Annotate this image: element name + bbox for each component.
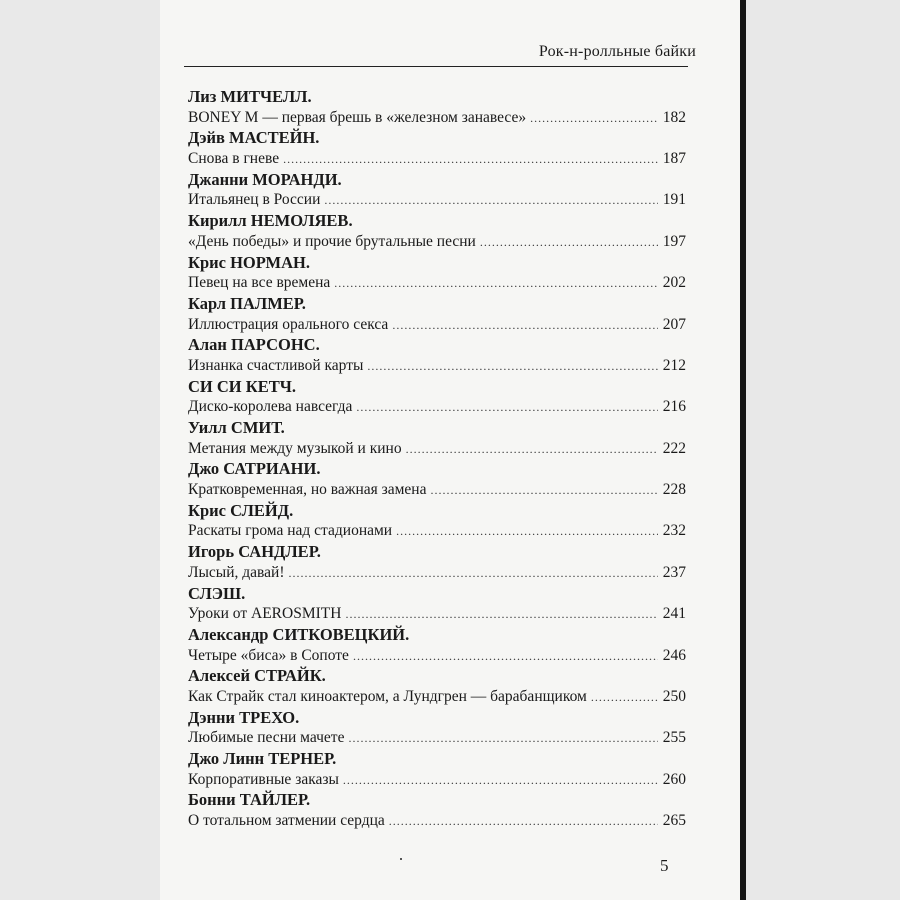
toc-entry-title: Иллюстрация орального секса xyxy=(188,315,389,333)
page-number: 5 xyxy=(660,856,669,875)
toc-leader-dots xyxy=(431,480,658,501)
toc-author: СЛЭШ. xyxy=(188,583,246,603)
toc-entry xyxy=(188,273,686,294)
toc-leader-dots xyxy=(353,646,658,667)
toc-page-number: 216 xyxy=(662,398,686,416)
toc-author: Александр СИТКОВЕЦКИЙ. xyxy=(188,624,410,644)
scan-background-right xyxy=(738,0,900,900)
toc-page-number: 182 xyxy=(662,108,686,126)
toc-entry-title: «День победы» и прочие брутальные песни xyxy=(188,232,476,250)
toc-entry-title: Уроки от AEROSMITH xyxy=(188,605,342,623)
toc-author: Дэйв МАСТЕЙН. xyxy=(188,128,320,148)
toc-entry-title: BONEY M — первая брешь в «железном занавесе» xyxy=(188,108,527,126)
toc-entry xyxy=(188,232,686,253)
toc-entry xyxy=(188,149,686,170)
toc-entry xyxy=(188,770,686,791)
toc-author: Дэнни ТРЕХО. xyxy=(188,707,300,727)
toc-leader-dots xyxy=(367,356,657,377)
toc-entry xyxy=(188,480,686,501)
toc-leader-dots xyxy=(324,190,657,211)
scan-speck xyxy=(400,858,402,860)
toc-author: Карл ПАЛМЕР. xyxy=(188,293,306,313)
toc-leader-dots xyxy=(348,728,657,749)
toc-leader-dots xyxy=(396,521,658,542)
toc-leader-dots xyxy=(530,108,658,129)
toc-entry-title: Кратковременная, но важная замена xyxy=(188,481,427,499)
toc-leader-dots xyxy=(389,811,658,832)
toc-entry-title: О тотальном затмении сердца xyxy=(188,812,385,830)
toc-page-number: 255 xyxy=(662,729,686,747)
toc-page-number: 197 xyxy=(662,232,686,250)
toc-author: Уилл СМИТ. xyxy=(188,418,285,437)
toc-entry-title: Снова в гневе xyxy=(188,150,280,168)
toc-entry-title: Любимые песни мачете xyxy=(188,729,345,747)
toc-leader-dots xyxy=(345,604,657,625)
toc-author: Лиз МИТЧЕЛЛ. xyxy=(188,87,312,106)
toc-entry xyxy=(188,108,686,129)
toc-entry-title: Диско-королева навсегда xyxy=(188,398,353,416)
toc-entry xyxy=(188,687,686,708)
toc-entry-title: Метания между музыкой и кино xyxy=(188,439,402,457)
toc-entry xyxy=(188,563,686,584)
toc-author: СИ СИ КЕТЧ. xyxy=(188,376,296,396)
toc-author: Крис СЛЕЙД. xyxy=(188,500,294,520)
scan-background-left xyxy=(0,0,160,900)
toc-page-number: 241 xyxy=(662,605,686,623)
toc-entry xyxy=(188,356,686,377)
toc-page-number: 250 xyxy=(662,687,686,705)
toc-page-number: 187 xyxy=(662,150,686,168)
header-rule xyxy=(184,66,688,67)
toc-leader-dots xyxy=(334,273,657,294)
toc-entry-title: Лысый, давай! xyxy=(188,563,285,581)
toc-entry xyxy=(188,811,686,832)
toc-leader-dots xyxy=(406,439,658,460)
toc-entry xyxy=(188,521,686,542)
toc-page-number: 265 xyxy=(662,812,686,830)
toc-entry-title: Певец на все времена xyxy=(188,274,331,292)
toc-page-number: 207 xyxy=(662,315,686,333)
toc-leader-dots xyxy=(343,770,658,791)
toc-entry xyxy=(188,315,686,336)
toc-author: Джо САТРИАНИ. xyxy=(188,459,321,479)
toc-page-number: 222 xyxy=(662,439,686,457)
toc-entry-title: Как Страйк стал киноактером, а Лундгрен — барабанщиком xyxy=(188,687,587,705)
toc-page-number: 232 xyxy=(662,522,686,540)
book-page xyxy=(160,0,740,900)
toc-entry-title: Корпоративные заказы xyxy=(188,770,339,788)
toc-entry-title: Итальянец в России xyxy=(188,191,321,209)
toc-leader-dots xyxy=(356,397,657,418)
toc-page-number: 191 xyxy=(662,191,686,209)
toc-author: Игорь САНДЛЕР. xyxy=(188,542,321,562)
toc-author: Крис НОРМАН. xyxy=(188,252,310,272)
toc-entry-title: Изнанка счастливой карты xyxy=(188,356,364,374)
toc-author: Джо Линн ТЕРНЕР. xyxy=(188,749,337,768)
toc-page-number: 260 xyxy=(662,770,686,788)
toc-author: Алексей СТРАЙК. xyxy=(188,666,326,686)
toc-leader-dots xyxy=(480,232,658,253)
toc-page-number: 237 xyxy=(662,563,686,581)
toc-author: Бонни ТАЙЛЕР. xyxy=(188,790,311,810)
toc-entry-title: Четыре «биса» в Сопоте xyxy=(188,646,349,664)
toc-entry xyxy=(188,728,686,749)
toc-leader-dots xyxy=(283,149,658,170)
toc-entry xyxy=(188,439,686,460)
toc-entry xyxy=(188,190,686,211)
toc-page-number: 202 xyxy=(662,274,686,292)
table-of-contents xyxy=(188,87,686,832)
page-edge-shadow xyxy=(740,0,746,900)
toc-leader-dots xyxy=(288,563,657,584)
toc-author: Алан ПАРСОНС. xyxy=(188,335,320,355)
running-head: Рок-н-ролльные байки xyxy=(538,43,696,60)
toc-author: Джанни МОРАНДИ. xyxy=(188,169,342,189)
toc-entry xyxy=(188,604,686,625)
toc-entry-title: Раскаты грома над стадионами xyxy=(188,522,393,540)
toc-entry xyxy=(188,646,686,667)
toc-leader-dots xyxy=(591,687,658,708)
toc-page-number: 212 xyxy=(662,356,686,374)
toc-page-number: 246 xyxy=(662,646,686,664)
toc-leader-dots xyxy=(392,315,657,336)
toc-page-number: 228 xyxy=(662,481,686,499)
toc-author: Кирилл НЕМОЛЯЕВ. xyxy=(188,211,353,231)
toc-entry xyxy=(188,397,686,418)
